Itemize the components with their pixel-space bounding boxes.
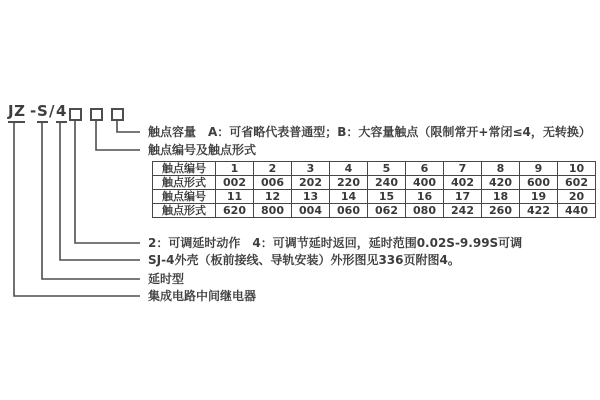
table-cell: 4	[330, 162, 368, 176]
table-cell: 260	[482, 204, 520, 218]
table-cell: 18	[482, 190, 520, 204]
table-cell: 420	[482, 176, 520, 190]
table-row	[153, 204, 596, 218]
contact-table	[152, 161, 596, 218]
table-row	[153, 162, 596, 176]
callout-contact-table-title: 触点编号及触点形式	[148, 143, 257, 157]
table-cell: 1	[216, 162, 254, 176]
table-cell: 12	[254, 190, 292, 204]
connector-delay-action	[75, 121, 140, 243]
table-cell: 5	[368, 162, 406, 176]
table-cell: 9	[520, 162, 558, 176]
table-cell: 062	[368, 204, 406, 218]
table-cell: 402	[444, 176, 482, 190]
table-cell: 8	[482, 162, 520, 176]
callout-contact-capacity: 触点容量 A：可省略代表普通型；B：大容量触点（限制常开+常闭≤4，无转换）	[148, 125, 591, 139]
table-row	[153, 176, 596, 190]
model-series: JZ	[8, 103, 25, 123]
table-cell: 7	[444, 162, 482, 176]
table-cell: 600	[520, 176, 558, 190]
table-cell: 240	[368, 176, 406, 190]
row-label: 触点形式	[153, 176, 216, 190]
table-cell: 202	[292, 176, 330, 190]
table-cell: 002	[216, 176, 254, 190]
table-cell: 17	[444, 190, 482, 204]
table-cell: 400	[406, 176, 444, 190]
callout-delay-action: 2：可调延时动作 4：可调节延时返回，延时范围0.02S-9.99S可调	[148, 236, 523, 250]
table-cell: 800	[254, 204, 292, 218]
connector-delay-type	[42, 123, 140, 279]
table-row	[153, 190, 596, 204]
table-cell: 16	[406, 190, 444, 204]
callout-shell: SJ-4外壳（板前接线、导轨安装）外形图见336页附图4。	[148, 253, 460, 267]
table-cell: 006	[254, 176, 292, 190]
table-cell: 080	[406, 204, 444, 218]
connector-contact-capacity	[117, 121, 140, 132]
table-cell: 422	[520, 204, 558, 218]
connector-shell	[60, 123, 140, 260]
table-cell: 10	[558, 162, 596, 176]
table-cell: 440	[558, 204, 596, 218]
callout-delay-type: 延时型	[148, 272, 185, 286]
table-cell: 15	[368, 190, 406, 204]
table-cell: 14	[330, 190, 368, 204]
model-dash: -	[30, 102, 37, 120]
row-label: 触点编号	[153, 190, 216, 204]
table-cell: 11	[216, 190, 254, 204]
table-cell: 220	[330, 176, 368, 190]
table-cell: 060	[330, 204, 368, 218]
model-placeholder-box-2	[90, 108, 103, 121]
table-cell: 620	[216, 204, 254, 218]
row-label: 触点形式	[153, 204, 216, 218]
table-cell: 6	[406, 162, 444, 176]
table-cell: 004	[292, 204, 330, 218]
connector-contact-table	[96, 121, 140, 150]
model-placeholder-box-1	[69, 108, 82, 121]
table-cell: 20	[558, 190, 596, 204]
table-cell: 3	[292, 162, 330, 176]
model-delay-code: S	[37, 103, 48, 123]
model-slash: /	[49, 102, 55, 120]
table-cell: 242	[444, 204, 482, 218]
table-cell: 602	[558, 176, 596, 190]
connector-relay-type	[14, 123, 140, 296]
table-cell: 2	[254, 162, 292, 176]
callout-relay-type: 集成电路中间继电器	[148, 289, 257, 303]
table-cell: 13	[292, 190, 330, 204]
model-shell-code: 4	[56, 103, 67, 123]
model-placeholder-box-3	[111, 108, 124, 121]
table-cell: 19	[520, 190, 558, 204]
row-label: 触点编号	[153, 162, 216, 176]
